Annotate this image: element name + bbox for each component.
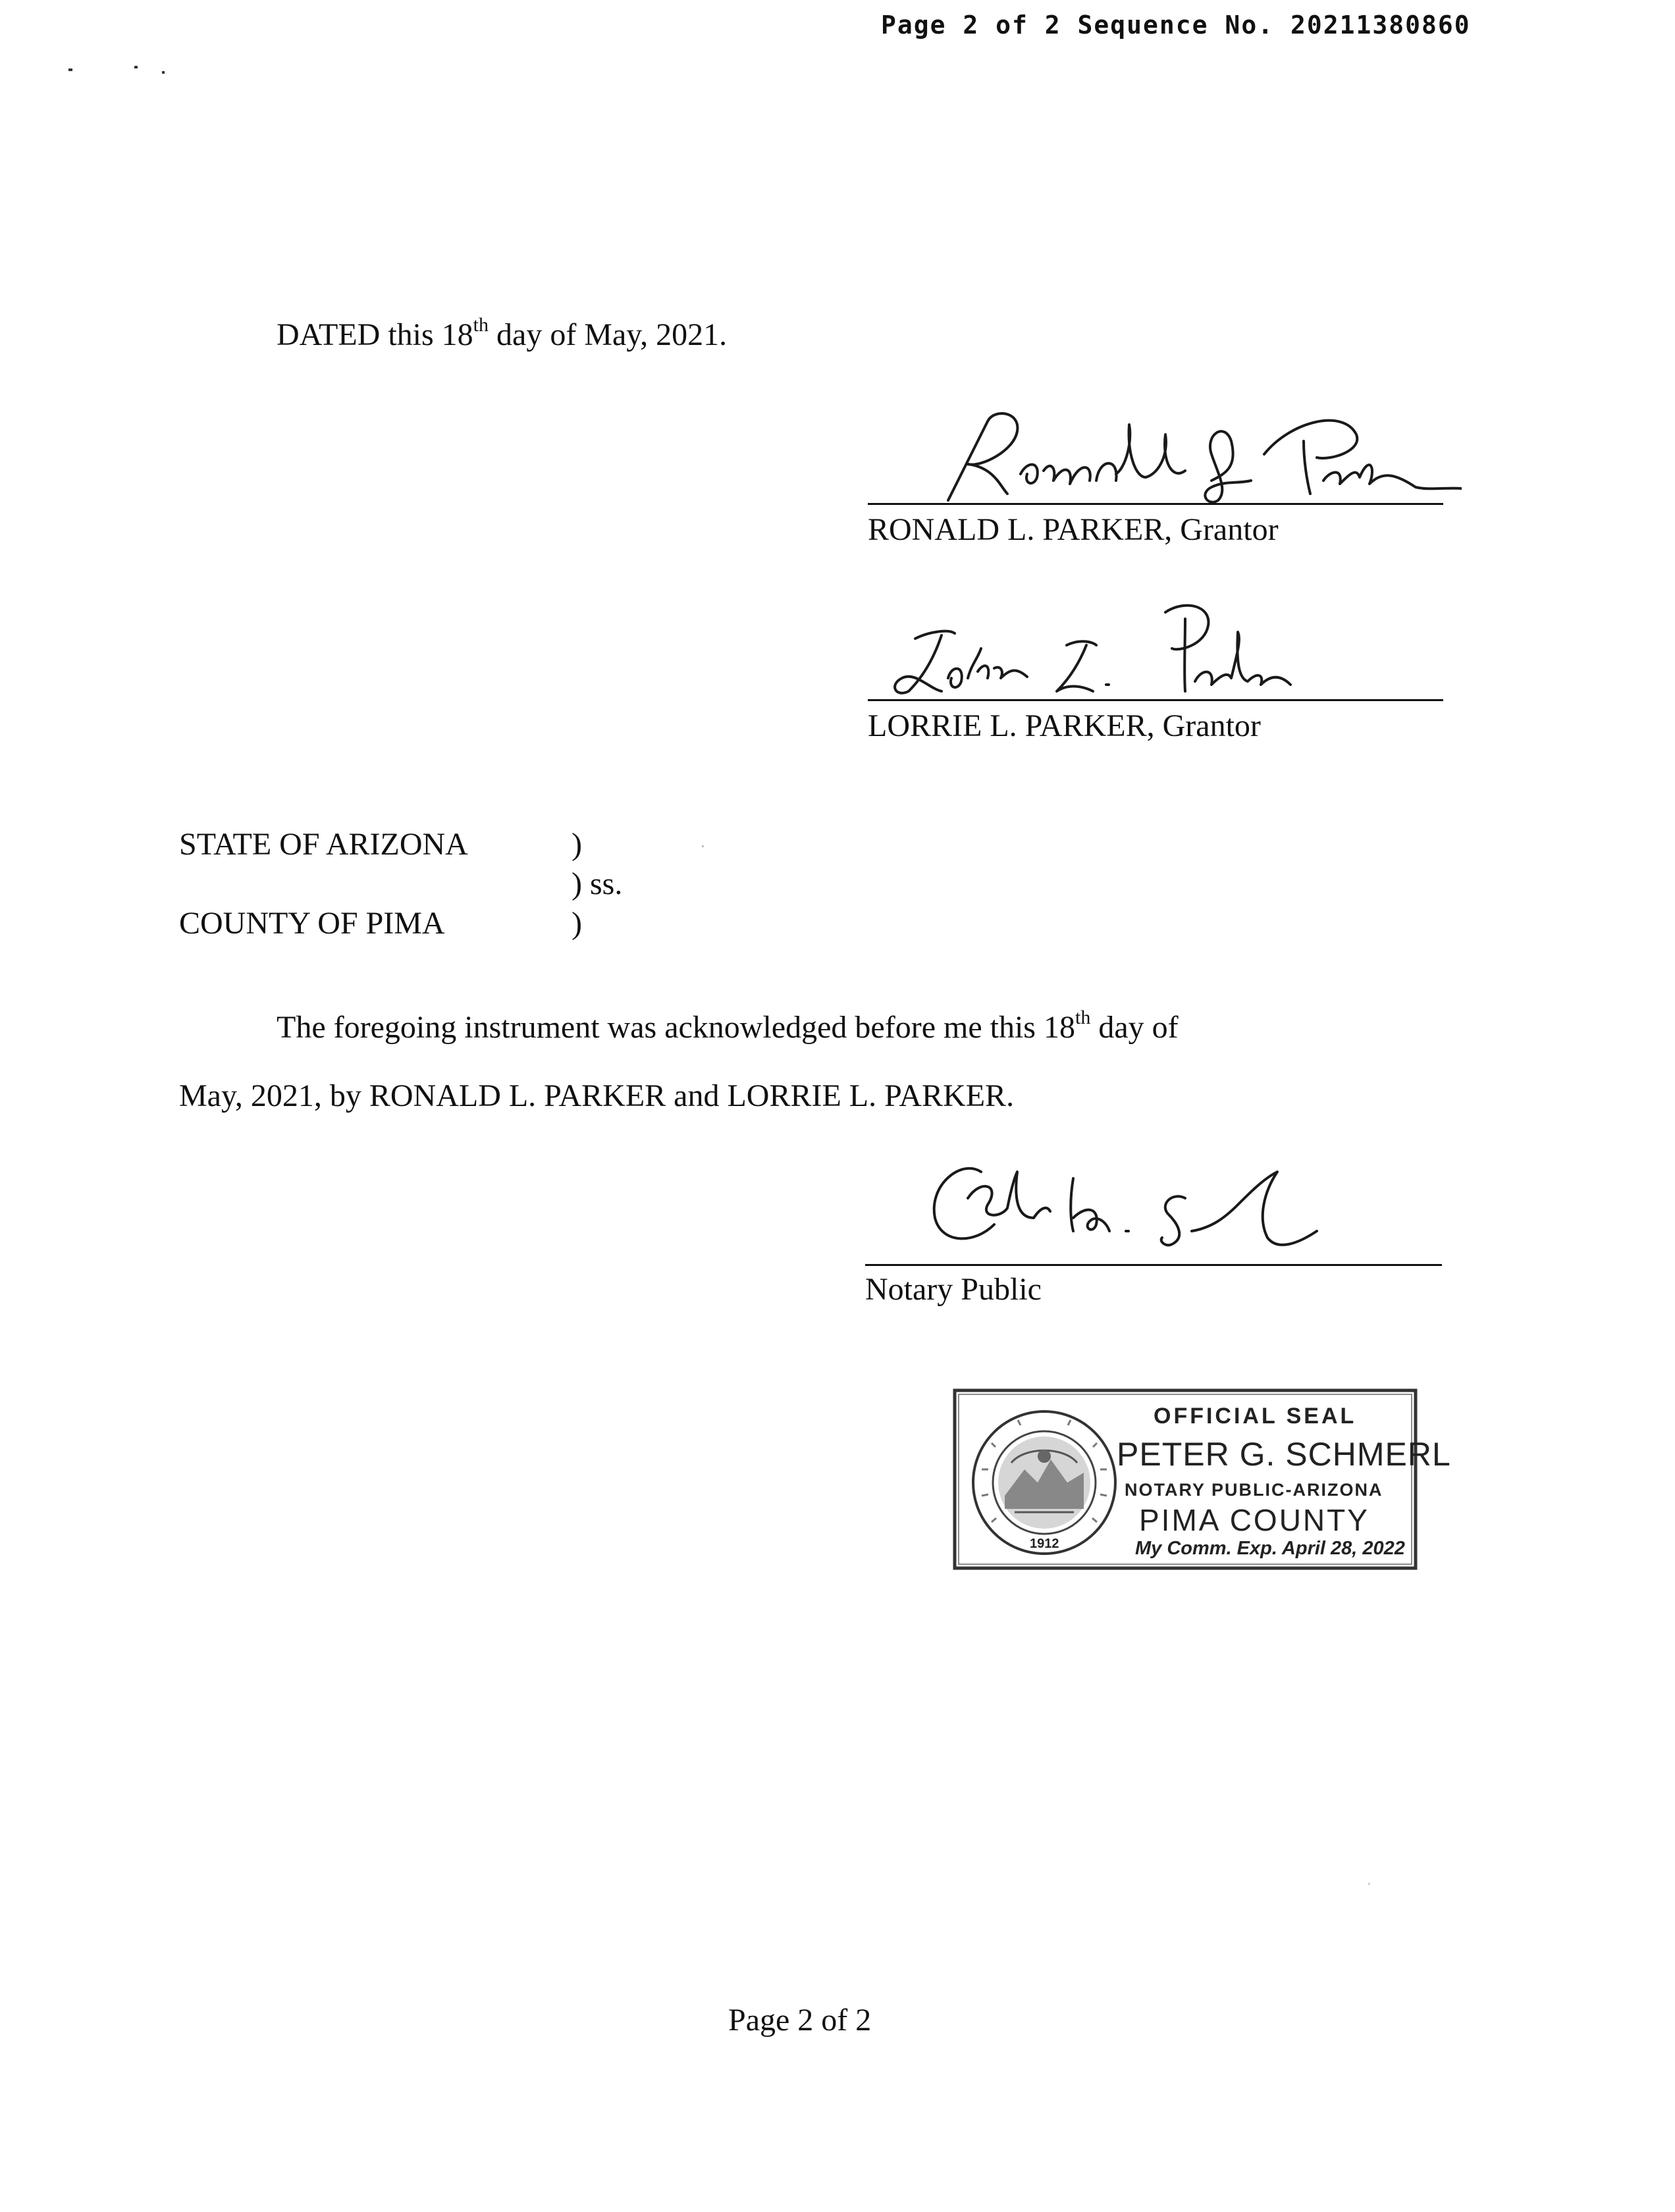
lorrie-signature xyxy=(869,592,1330,704)
dated-prefix: DATED this 18 xyxy=(277,317,473,352)
acknowledgment-line-1 xyxy=(277,1009,1462,1047)
grantor-signature-line-1 xyxy=(868,503,1443,505)
venue-ss: ) ss. xyxy=(572,866,623,901)
page-number: Page 2 of 2 xyxy=(728,2003,872,2038)
venue-paren-bottom: ) xyxy=(572,906,582,941)
ack-line1-start: The foregoing instrument was acknowledged before me this 18th day of xyxy=(277,1007,1179,1045)
arizona-state-seal-icon xyxy=(973,1411,1115,1554)
ack-ordinal: th xyxy=(1075,1007,1091,1028)
scan-speck xyxy=(68,68,72,71)
acknowledgment-line-2: May, 2021, by RONALD L. PARKER and LORRIE L. PARKER. xyxy=(179,1078,1015,1113)
seal-county: PIMA COUNTY xyxy=(1139,1503,1369,1537)
notary-signature xyxy=(909,1146,1369,1257)
seal-year: 1912 xyxy=(1030,1537,1059,1551)
scan-speck xyxy=(702,845,704,847)
dated-ordinal: th xyxy=(473,314,489,336)
ronald-signature xyxy=(869,395,1462,514)
venue-county: COUNTY OF PIMA xyxy=(179,906,445,941)
grantor-label-lorrie: LORRIE L. PARKER, Grantor xyxy=(868,708,1261,743)
grantor-signature-line-2 xyxy=(868,699,1443,701)
grantor-label-ronald: RONALD L. PARKER, Grantor xyxy=(868,512,1279,547)
venue-state: STATE OF ARIZONA xyxy=(179,827,468,862)
seal-official-seal: OFFICIAL SEAL xyxy=(1154,1404,1357,1429)
seal-notary-name: PETER G. SCHMERL xyxy=(1117,1436,1451,1473)
dated-line xyxy=(277,316,727,354)
dated-rest: day of May, 2021. xyxy=(489,317,728,352)
seal-notary-title: NOTARY PUBLIC-ARIZONA xyxy=(1125,1480,1383,1500)
scan-speck xyxy=(134,66,138,68)
venue-paren-top: ) xyxy=(572,827,582,862)
scan-speck xyxy=(1368,1883,1370,1885)
official-notary-seal xyxy=(952,1384,1451,1576)
seal-commission-expiry: My Comm. Exp. April 28, 2022 xyxy=(1135,1538,1405,1559)
sequence-stamp: Page 2 of 2 Sequence No. 20211380860 xyxy=(881,11,1471,40)
notary-label: Notary Public xyxy=(865,1272,1042,1307)
scan-speck xyxy=(162,71,165,74)
notary-signature-line xyxy=(865,1264,1442,1266)
